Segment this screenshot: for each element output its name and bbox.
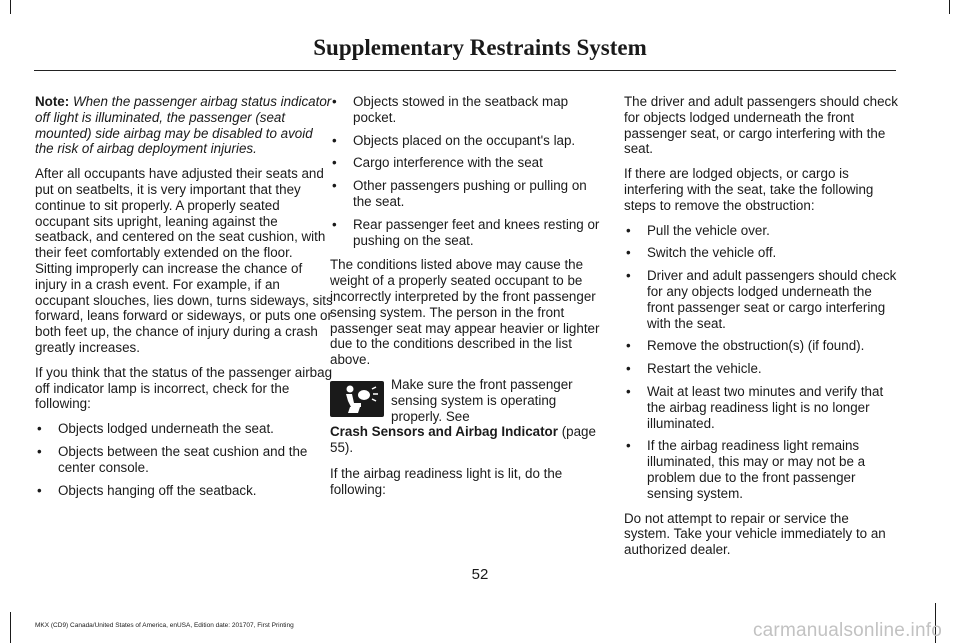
check-objects-paragraph: The driver and adult passengers should check for objects lodged underneath the front passenger seat, or cargo interfering with the seat. (624, 94, 898, 157)
steps-list (624, 223, 898, 502)
crop-mark-bottom-left-h (10, 612, 11, 613)
crop-mark-bottom-left (10, 613, 11, 643)
list-item-text: Driver and adult passengers should check for any objects lodged underneath the front passenger seat or cargo interfering with the seat. (647, 268, 897, 331)
airbag-warning-icon (330, 381, 384, 417)
readiness-light-paragraph: If the airbag readiness light is lit, do the following: (330, 465, 563, 497)
warning-block (330, 377, 602, 456)
column-1 (35, 94, 333, 507)
bullet-icon: • (626, 245, 631, 261)
warning-text-wrapper (391, 377, 602, 424)
list-item-text: Objects stowed in the seatback map pocket. (353, 94, 569, 125)
list-item (624, 384, 898, 431)
edition-footer: MKX (CD9) Canada/United States of America, enUSA, Edition date: 201707, First Printing (35, 622, 294, 629)
list-item-text: Wait at least two minutes and verify that the airbag readiness light is no longer illuminated. (647, 383, 884, 431)
check-intro-paragraph: If you think that the status of the passenger airbag off indicator lamp is incorrect, check for the following: (35, 364, 333, 412)
warning-text: Make sure the front passenger sensing system is operating properly. See (391, 376, 573, 424)
bullet-icon: • (626, 361, 631, 377)
steps-intro-paragraph: If there are lodged objects, or cargo is interfering with the seat, take the following steps to remove the obstruction: (624, 166, 874, 213)
crop-mark-top-left (10, 0, 11, 14)
list-item-text: Objects hanging off the seatback. (58, 482, 257, 498)
bullet-icon: • (332, 155, 337, 171)
watermark: carmanualsonline.info (752, 620, 942, 641)
column-2 (330, 94, 602, 507)
list-item-text: If the airbag readiness light remains illuminated, this may or may not be a problem due to the front passenger sensing system. (647, 438, 866, 501)
check-list-continued (330, 94, 602, 248)
bullet-icon: • (626, 268, 631, 284)
check-list (35, 421, 333, 498)
list-item (624, 268, 898, 331)
bullet-icon: • (626, 438, 631, 454)
list-item (624, 438, 898, 501)
list-item (35, 444, 333, 476)
list-item (330, 94, 602, 126)
list-item-text: Objects between the seat cushion and the center console. (58, 443, 308, 475)
list-item (35, 483, 333, 499)
list-item (35, 421, 333, 437)
list-item-text: Pull the vehicle over. (647, 222, 770, 238)
list-item (330, 217, 602, 249)
bullet-icon: • (332, 132, 337, 148)
list-item (330, 178, 602, 210)
list-item (330, 155, 602, 171)
list-item-text: Restart the vehicle. (647, 361, 762, 377)
seating-paragraph: After all occupants have adjusted their seats and put on seatbelts, it is very important that they continue to sit properly. A properly seated occupant sits upright, leaning against the seatback, and centered on the seat cushion, with their feet comfortably extended on the floor. Sitting improperly can increase the chance of injury in a crash event. For example, if an occupant slouches, lies down, turns sideways, sits forward, leans forward or sideways, or puts one or both feet up, the chance of injury during a crash greatly increases. (35, 166, 333, 355)
bullet-icon: • (37, 421, 42, 437)
bullet-icon: • (332, 94, 337, 109)
page-number: 52 (471, 566, 489, 583)
cross-reference-page: (page 55). (330, 424, 596, 456)
list-item (624, 361, 898, 377)
list-item (624, 245, 898, 261)
page-title: Supplementary Restraints System (313, 35, 647, 60)
bullet-icon: • (626, 222, 631, 238)
note-paragraph (35, 94, 333, 157)
bullet-icon: • (332, 216, 337, 232)
list-item-text: Switch the vehicle off. (647, 245, 777, 261)
bullet-icon: • (37, 443, 42, 459)
warning-reference (330, 424, 602, 456)
bullet-icon: • (626, 338, 631, 354)
crop-mark-top-right (949, 0, 950, 14)
bullet-icon: • (332, 178, 337, 194)
note-text: When the passenger airbag status indicator off light is illuminated, the passenger (seat mounted) side airbag may be disabled to avoid the risk of airbag deployment injuries. (35, 94, 332, 157)
bullet-icon: • (626, 383, 631, 399)
list-item (624, 223, 898, 239)
header-divider (34, 70, 896, 71)
list-item-text: Rear passenger feet and knees resting or pushing on the seat. (353, 216, 600, 248)
list-item-text: Cargo interference with the seat (353, 155, 543, 171)
conditions-paragraph: The conditions listed above may cause the weight of a properly seated occupant to be incorrectly interpreted by the front passenger sensing system. The person in the front passenger seat may appear heavier or lighter due to the conditions described in the list above. (330, 257, 600, 368)
list-item-text: Other passengers pushing or pulling on the seat. (353, 178, 587, 209)
list-item-text: Remove the obstruction(s) (if found). (647, 338, 865, 354)
list-item (330, 133, 602, 149)
list-item (624, 338, 898, 354)
bullet-icon: • (37, 482, 42, 498)
list-item-text: Objects lodged underneath the seat. (58, 421, 274, 437)
service-paragraph: Do not attempt to repair or service the system. Take your vehicle immediately to an authorized dealer. (624, 510, 886, 558)
cross-reference-link[interactable]: Crash Sensors and Airbag Indicator (330, 424, 558, 440)
list-item-text: Objects placed on the occupant's lap. (353, 132, 576, 148)
column-3 (624, 94, 898, 567)
note-label: Note: (35, 94, 70, 109)
